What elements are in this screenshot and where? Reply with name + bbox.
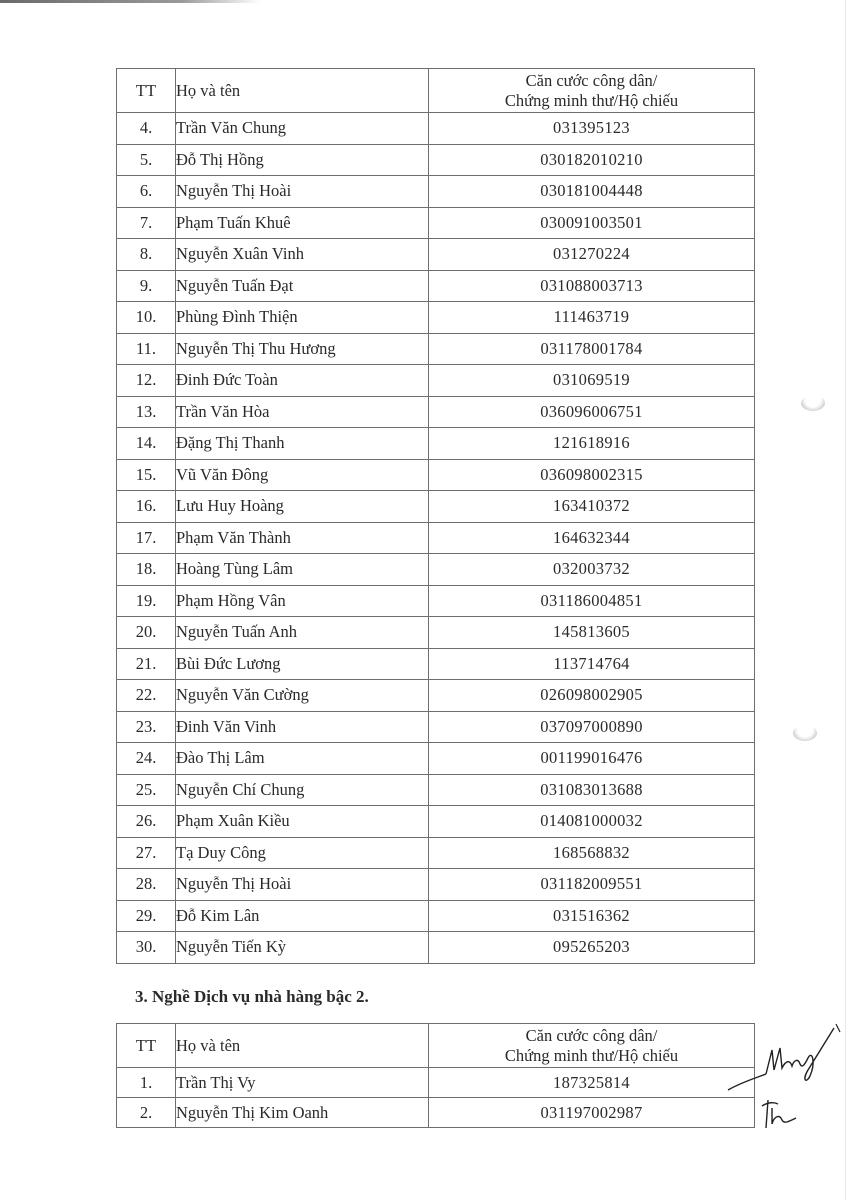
table-row xyxy=(117,648,755,680)
row-name: Đinh Đức Toàn xyxy=(176,365,429,397)
trainee-table-1 xyxy=(116,68,755,964)
row-id-number: 031069519 xyxy=(429,365,755,397)
row-id-number: 113714764 xyxy=(429,648,755,680)
row-number: 13. xyxy=(117,396,176,428)
table-row xyxy=(117,806,755,838)
row-id-number: 030091003501 xyxy=(429,207,755,239)
handwritten-signature xyxy=(722,1020,848,1132)
section-3-title: 3. Nghề Dịch vụ nhà hàng bậc 2. xyxy=(135,987,369,1006)
row-name: Trần Thị Vy xyxy=(176,1068,429,1098)
header-id xyxy=(429,1024,755,1068)
row-name: Hoàng Tùng Lâm xyxy=(176,554,429,586)
row-name: Nguyễn Thị Thu Hương xyxy=(176,333,429,365)
row-number: 25. xyxy=(117,774,176,806)
row-number: 17. xyxy=(117,522,176,554)
row-id-number: 036096006751 xyxy=(429,396,755,428)
row-id-number: 037097000890 xyxy=(429,711,755,743)
row-name: Nguyễn Thị Kim Oanh xyxy=(176,1098,429,1128)
row-number: 29. xyxy=(117,900,176,932)
row-name: Bùi Đức Lương xyxy=(176,648,429,680)
scan-edge-shadow xyxy=(0,0,260,3)
table-row xyxy=(117,869,755,901)
row-name: Phạm Văn Thành xyxy=(176,522,429,554)
row-name: Đỗ Thị Hồng xyxy=(176,144,429,176)
table-row xyxy=(117,113,755,145)
table-row xyxy=(117,522,755,554)
row-name: Phùng Đình Thiện xyxy=(176,302,429,334)
table-row xyxy=(117,680,755,712)
table-row xyxy=(117,837,755,869)
header-id-line1: Căn cước công dân/ xyxy=(525,70,658,90)
table-row xyxy=(117,302,755,334)
row-name: Đinh Văn Vinh xyxy=(176,711,429,743)
row-name: Đặng Thị Thanh xyxy=(176,428,429,460)
table-row xyxy=(117,554,755,586)
header-id xyxy=(429,69,755,113)
row-number: 9. xyxy=(117,270,176,302)
header-id-line1: Căn cước công dân/ xyxy=(525,1025,658,1045)
row-id-number: 032003732 xyxy=(429,554,755,586)
table-row xyxy=(117,711,755,743)
trainee-table-2 xyxy=(116,1023,755,1128)
row-id-number: 145813605 xyxy=(429,617,755,649)
header-id-line2: Chứng minh thư/Hộ chiếu xyxy=(504,90,679,110)
row-number: 11. xyxy=(117,333,176,365)
table-row xyxy=(117,207,755,239)
header-id-line2: Chứng minh thư/Hộ chiếu xyxy=(504,1045,679,1065)
row-id-number: 121618916 xyxy=(429,428,755,460)
row-number: 16. xyxy=(117,491,176,523)
row-id-number: 031178001784 xyxy=(429,333,755,365)
row-number: 20. xyxy=(117,617,176,649)
table-row xyxy=(117,333,755,365)
table-row xyxy=(117,365,755,397)
row-name: Đào Thị Lâm xyxy=(176,743,429,775)
header-tt: TT xyxy=(117,1024,176,1068)
row-number: 12. xyxy=(117,365,176,397)
table-row xyxy=(117,1098,755,1128)
row-number: 8. xyxy=(117,239,176,271)
row-name: Lưu Huy Hoàng xyxy=(176,491,429,523)
row-number: 28. xyxy=(117,869,176,901)
table-row xyxy=(117,428,755,460)
row-name: Nguyễn Tuấn Anh xyxy=(176,617,429,649)
table-row xyxy=(117,774,755,806)
row-name: Trần Văn Hòa xyxy=(176,396,429,428)
row-id-number: 014081000032 xyxy=(429,806,755,838)
table-1-body xyxy=(117,113,755,964)
row-name: Nguyễn Văn Cường xyxy=(176,680,429,712)
row-number: 15. xyxy=(117,459,176,491)
row-number: 26. xyxy=(117,806,176,838)
row-id-number: 031395123 xyxy=(429,113,755,145)
table-row xyxy=(117,1068,755,1098)
row-number: 27. xyxy=(117,837,176,869)
row-number: 24. xyxy=(117,743,176,775)
row-name: Nguyễn Thị Hoài xyxy=(176,176,429,208)
table-row xyxy=(117,144,755,176)
row-id-number: 163410372 xyxy=(429,491,755,523)
row-id-number: 164632344 xyxy=(429,522,755,554)
row-name: Tạ Duy Công xyxy=(176,837,429,869)
row-id-number: 001199016476 xyxy=(429,743,755,775)
row-number: 30. xyxy=(117,932,176,964)
row-name: Vũ Văn Đông xyxy=(176,459,429,491)
row-number: 23. xyxy=(117,711,176,743)
row-name: Phạm Xuân Kiều xyxy=(176,806,429,838)
row-number: 21. xyxy=(117,648,176,680)
header-name: Họ và tên xyxy=(176,69,429,113)
row-name: Phạm Hồng Vân xyxy=(176,585,429,617)
header-tt: TT xyxy=(117,69,176,113)
row-number: 6. xyxy=(117,176,176,208)
row-id-number: 026098002905 xyxy=(429,680,755,712)
row-id-number: 031270224 xyxy=(429,239,755,271)
table-row xyxy=(117,491,755,523)
table-row xyxy=(117,459,755,491)
row-name: Nguyễn Tuấn Đạt xyxy=(176,270,429,302)
row-number: 7. xyxy=(117,207,176,239)
header-name: Họ và tên xyxy=(176,1024,429,1068)
row-number: 5. xyxy=(117,144,176,176)
row-id-number: 031083013688 xyxy=(429,774,755,806)
row-name: Nguyễn Chí Chung xyxy=(176,774,429,806)
table-row xyxy=(117,239,755,271)
row-id-number: 095265203 xyxy=(429,932,755,964)
binder-hole-mark xyxy=(801,395,825,411)
table-2-body xyxy=(117,1068,755,1128)
table-row xyxy=(117,900,755,932)
table-row xyxy=(117,617,755,649)
row-id-number: 036098002315 xyxy=(429,459,755,491)
table-header-row xyxy=(117,1024,755,1068)
row-number: 18. xyxy=(117,554,176,586)
row-number: 10. xyxy=(117,302,176,334)
row-name: Trần Văn Chung xyxy=(176,113,429,145)
table-row xyxy=(117,743,755,775)
row-id-number: 187325814 xyxy=(429,1068,755,1098)
table-row xyxy=(117,176,755,208)
row-name: Nguyễn Xuân Vinh xyxy=(176,239,429,271)
row-id-number: 031197002987 xyxy=(429,1098,755,1128)
row-name: Phạm Tuấn Khuê xyxy=(176,207,429,239)
table-row xyxy=(117,932,755,964)
row-name: Nguyễn Thị Hoài xyxy=(176,869,429,901)
row-id-number: 168568832 xyxy=(429,837,755,869)
row-id-number: 111463719 xyxy=(429,302,755,334)
row-id-number: 030182010210 xyxy=(429,144,755,176)
binder-hole-mark xyxy=(793,725,817,741)
table-header-row xyxy=(117,69,755,113)
table-row xyxy=(117,270,755,302)
row-number: 19. xyxy=(117,585,176,617)
row-number: 4. xyxy=(117,113,176,145)
row-id-number: 031516362 xyxy=(429,900,755,932)
row-number: 1. xyxy=(117,1068,176,1098)
row-number: 22. xyxy=(117,680,176,712)
row-number: 2. xyxy=(117,1098,176,1128)
row-id-number: 031182009551 xyxy=(429,869,755,901)
table-row xyxy=(117,585,755,617)
row-id-number: 031088003713 xyxy=(429,270,755,302)
row-id-number: 030181004448 xyxy=(429,176,755,208)
table-row xyxy=(117,396,755,428)
row-number: 14. xyxy=(117,428,176,460)
row-name: Nguyễn Tiến Kỳ xyxy=(176,932,429,964)
row-name: Đỗ Kim Lân xyxy=(176,900,429,932)
row-id-number: 031186004851 xyxy=(429,585,755,617)
